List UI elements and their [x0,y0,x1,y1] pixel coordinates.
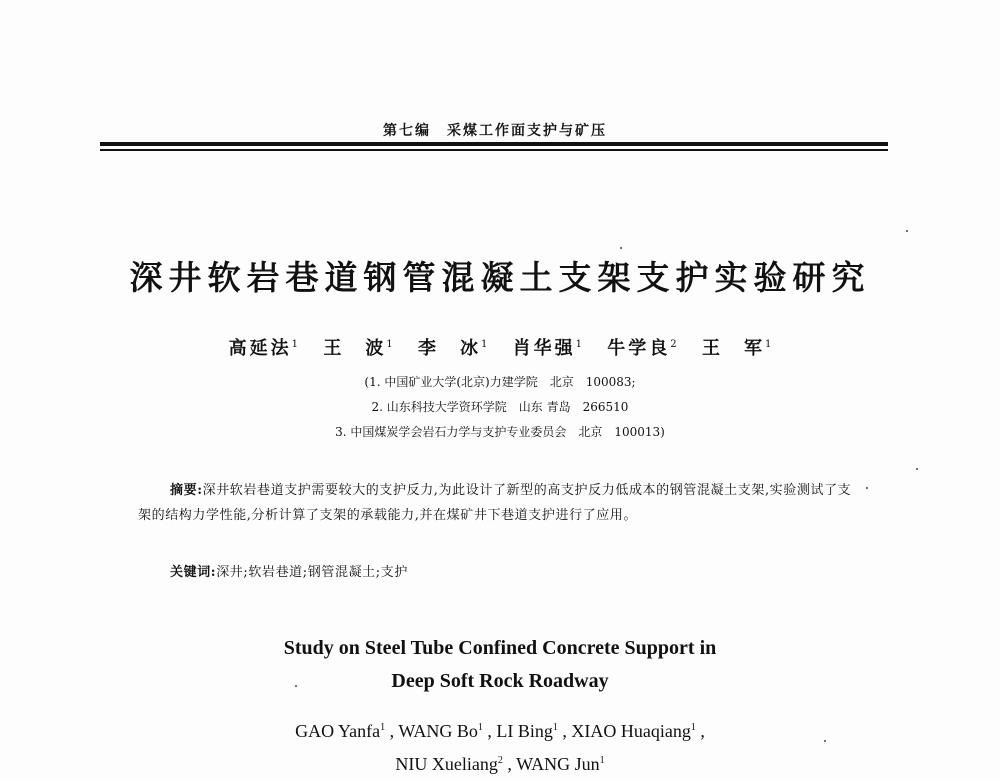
scan-speck [866,487,868,489]
author-name: NIU Xueliang [395,754,498,774]
affiliation-3: 3. 中国煤炭学会岩石力学与支护专业委员会 北京 100013) [335,425,665,439]
affiliation-1: (1. 中国矿业大学(北京)力建学院 北京 100083; [364,375,636,389]
abstract [138,478,853,528]
scan-speck [295,685,297,687]
authors-en-line-2 [0,746,1000,779]
author-en [395,754,511,774]
author-aff: 1 [690,722,696,733]
author-cn [323,338,392,359]
author-cn [607,338,676,359]
keywords-text: 深井;软岩巷道;钢管混凝土;支护 [216,565,408,580]
title-en-line-1: Study on Steel Tube Confined Concrete Support in [283,637,717,659]
author-aff: 1 [386,339,393,350]
author-aff: 1 [599,755,605,766]
author-aff: 1 [764,339,772,350]
author-name: 牛学良 [607,338,671,359]
author-aff: 1 [575,339,583,350]
scan-speck [916,468,918,470]
author-name: WANG Bo [398,721,478,741]
abstract-text: 深井软岩巷道支护需要较大的支护反力,为此设计了新型的高支护反力低成本的钢管混凝土支架,实验测试了支架的结构力学性能,分析计算了支架的承载能力,并在煤矿井下巷道支护进行了应用。 [138,483,852,523]
author-sep: , [502,754,512,774]
author-aff: 1 [477,722,483,733]
scan-speck [620,247,622,249]
abstract-label: 摘要: [170,483,203,498]
author-name: 李 冰 [417,338,481,359]
header-rule-thick [100,142,888,146]
author-sep: , [557,721,567,741]
author-cn [229,338,298,359]
author-name: GAO Yanfa [295,721,381,741]
author-name: WANG Jun [516,754,600,774]
authors-cn [0,334,1000,360]
paper-title-cn: 深井软岩巷道钢管混凝土支架支护实验研究 [129,258,871,297]
running-header: 第七编 采煤工作面支护与矿压 [383,123,607,139]
author-name: 高延法 [228,338,292,359]
author-en [516,754,605,774]
paper-title-en [0,632,1000,698]
author-cn [513,338,582,359]
author-sep: , [695,721,705,741]
author-name: 王 军 [701,338,765,359]
author-name: XIAO Huaqiang [571,721,691,741]
author-en [496,721,567,741]
author-aff: 2 [497,755,503,766]
author-aff: 1 [552,722,558,733]
author-cn [702,338,771,359]
author-sep: , [482,721,492,741]
keywords [170,561,408,580]
author-cn [418,338,487,359]
header-rule-thin [100,149,888,151]
author-en [398,721,492,741]
title-en-line-2: Deep Soft Rock Roadway [391,670,609,692]
affiliation-2: 2. 山东科技大学资环学院 山东 青岛 266510 [371,400,629,414]
author-aff: 1 [291,339,299,350]
author-en [571,721,704,741]
scan-speck [906,230,908,232]
author-aff: 2 [670,339,677,350]
author-sep: , [385,721,395,741]
author-name: LI Bing [496,721,553,741]
authors-en [0,713,1000,779]
keywords-label: 关键词: [170,565,217,580]
author-name: 王 波 [323,338,387,359]
author-en [295,721,394,741]
authors-en-line-1 [0,713,1000,746]
scan-speck [824,740,826,742]
author-name: 肖华强 [512,338,576,359]
author-aff: 1 [380,722,386,733]
author-aff: 1 [480,339,488,350]
